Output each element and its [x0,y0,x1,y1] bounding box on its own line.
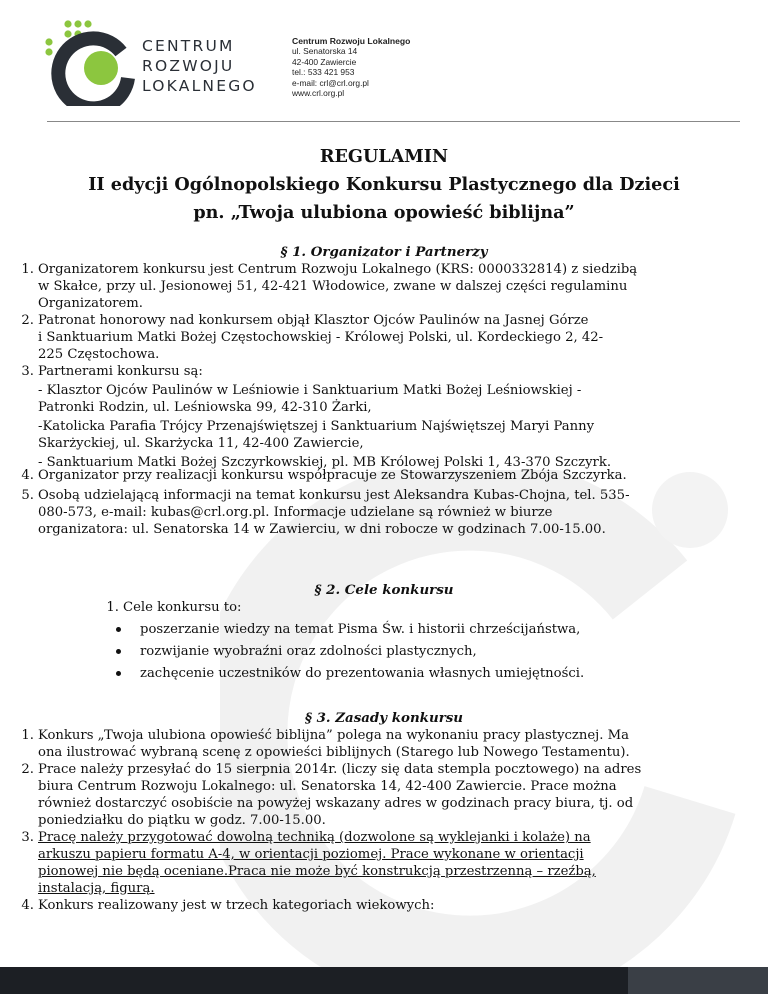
line: Osobą udzielającą informacji na temat konkursu jest Aleksandra Kubas-Chojna, tel. 535- [38,488,630,503]
list-number: 2. [21,313,34,328]
bullet-item [140,621,580,638]
logo-text [142,36,257,96]
bullet-icon [116,627,121,632]
line: Konkurs realizowany jest w trzech kategoriach wiekowych: [38,898,435,913]
line: Skarżyckiej, ul. Skarżycka 11, 42-400 Zawiercie, [38,435,364,451]
line: Cele konkursu to: [123,600,242,615]
s1-item-4 [21,468,714,485]
footer-bar [0,967,768,994]
s1-item-3 [21,364,714,471]
s3-item-4 [21,898,714,915]
line: Patronat honorowy nad konkursem objął Klasztor Ojców Paulinów na Jasnej Górze [38,313,589,328]
line: 080-573, e-mail: kubas@crl.org.pl. Informacje udzielane są również w biurze [38,504,553,520]
line: -Katolicka Parafia Trójcy Przenajświętszej i Sanktuarium Najświętszej Maryi Panny [38,418,595,434]
s3-item-1 [21,728,714,762]
line: - Sanktuarium Matki Bożej Szczyrkowskiej, pl. MB Królowej Polski 1, 43-370 Szczyrk. [38,454,612,470]
s2-item-1 [106,600,768,617]
line: arkuszu papieru formatu A-4, w orientacji poziomej. Prace wykonane w orientacji [38,846,584,862]
line: pionowej nie będą oceniane.Praca nie może być konstrukcją przestrzenną – rzeźbą, [38,863,596,879]
bullet-item [140,665,584,682]
bullet-text: poszerzanie wiedzy na temat Pisma Św. i historii chrześcijaństwa, [140,622,581,637]
line: Organizatorem. [38,295,143,311]
s1-item-5 [21,488,714,539]
contact-street: ul. Senatorska 14 [292,46,358,57]
line: i Sanktuarium Matki Bożej Częstochowskiej - Królowej Polski, ul. Kordeckiego 2, 42- [38,329,604,345]
list-number: 2. [21,762,34,777]
bullet-icon [116,649,121,654]
logo-line-2: ROZWOJU [142,57,235,75]
line: w Skałce, przy ul. Jesionowej 51, 42-421 Włodowice, zwane w dalszej części regulaminu [38,278,628,294]
line: Organizatorem konkursu jest Centrum Rozwoju Lokalnego (KRS: 0000332814) z siedzibą [38,262,638,277]
line: 225 Częstochowa. [38,346,160,362]
line: poniedziałku do piątku w godz. 7.00-15.00. [38,812,326,828]
list-number: 1. [21,262,34,277]
line: Patronki Rodzin, ul. Leśniowska 99, 42-310 Żarki, [38,399,372,415]
list-number: 1. [21,728,34,743]
list-number: 3. [21,364,34,379]
contact-city: 42-400 Zawiercie [292,56,357,67]
section-2-heading: § 2. Cele konkursu [314,582,454,598]
line: Partnerami konkursu są: [38,364,203,379]
list-number: 4. [21,898,34,913]
s3-item-2 [21,762,714,830]
list-number: 5. [21,488,34,503]
section-3-heading: § 3. Zasady konkursu [304,710,464,726]
list-number: 1. [106,600,119,615]
bullet-icon [116,671,121,676]
title-line-1: REGULAMIN [319,146,449,167]
line: ona ilustrować wybraną scenę z opowieści biblijnych (Starego lub Nowego Testamentu). [38,744,630,760]
section-1-heading: § 1. Organizator i Partnerzy [280,244,488,260]
logo-line-3: LOKALNEGO [142,77,257,95]
header-divider [47,121,740,122]
contact-email[interactable]: e-mail: crl@crl.org.pl [292,77,369,88]
line: - Klasztor Ojców Paulinów w Leśniowie i Sanktuarium Matki Bożej Leśniowskiej - [38,382,582,398]
line: Organizator przy realizacji konkursu współpracuje ze Stowarzyszeniem Zbója Szczyrka. [38,468,627,483]
contact-org: Centrum Rozwoju Lokalnego [292,36,411,46]
bullet-text: rozwijanie wyobraźni oraz zdolności plastycznych, [140,644,477,659]
title-line-3: pn. „Twoja ulubiona opowieść biblijna” [193,202,575,223]
list-number: 3. [21,830,34,845]
logo-line-1: CENTRUM [142,37,235,55]
line: również dostarczyć osobiście na powyżej wskazany adres w godzinach pracy biura, tj. od [38,795,634,811]
line: Konkurs „Twoja ulubiona opowieść biblijna” polega na wykonaniu pracy plastycznej. Ma [38,728,629,743]
contact-tel: tel.: 533 421 953 [292,67,355,78]
bullet-text: zachęcenie uczestników do prezentowania własnych umiejętności. [140,666,585,681]
line: biura Centrum Rozwoju Lokalnego: ul. Senatorska 14, 42-400 Zawiercie. Prace można [38,778,617,794]
line: Prace należy przesyłać do 15 sierpnia 2014r. (liczy się data stempla pocztowego) na adres [38,762,642,777]
logo-mark-icon [28,16,148,106]
bullet-item [140,643,477,660]
s1-item-1 [21,262,714,313]
s3-item-3 [21,830,714,898]
list-number: 4. [21,468,34,483]
line: Pracę należy przygotować dowolną techniką (dozwolone są wyklejanki i kolaże) na [38,830,591,845]
line: instalacją, figurą. [38,880,155,896]
title-line-2: II edycji Ogólnopolskiego Konkursu Plastycznego dla Dzieci [88,174,680,195]
s1-item-2 [21,313,714,364]
contact-www[interactable]: www.crl.org.pl [292,88,345,99]
footer-accent [628,967,768,994]
line: organizatora: ul. Senatorska 14 w Zawierciu, w dni robocze w godzinach 7.00-15.00. [38,521,606,537]
contact-block [292,36,410,98]
